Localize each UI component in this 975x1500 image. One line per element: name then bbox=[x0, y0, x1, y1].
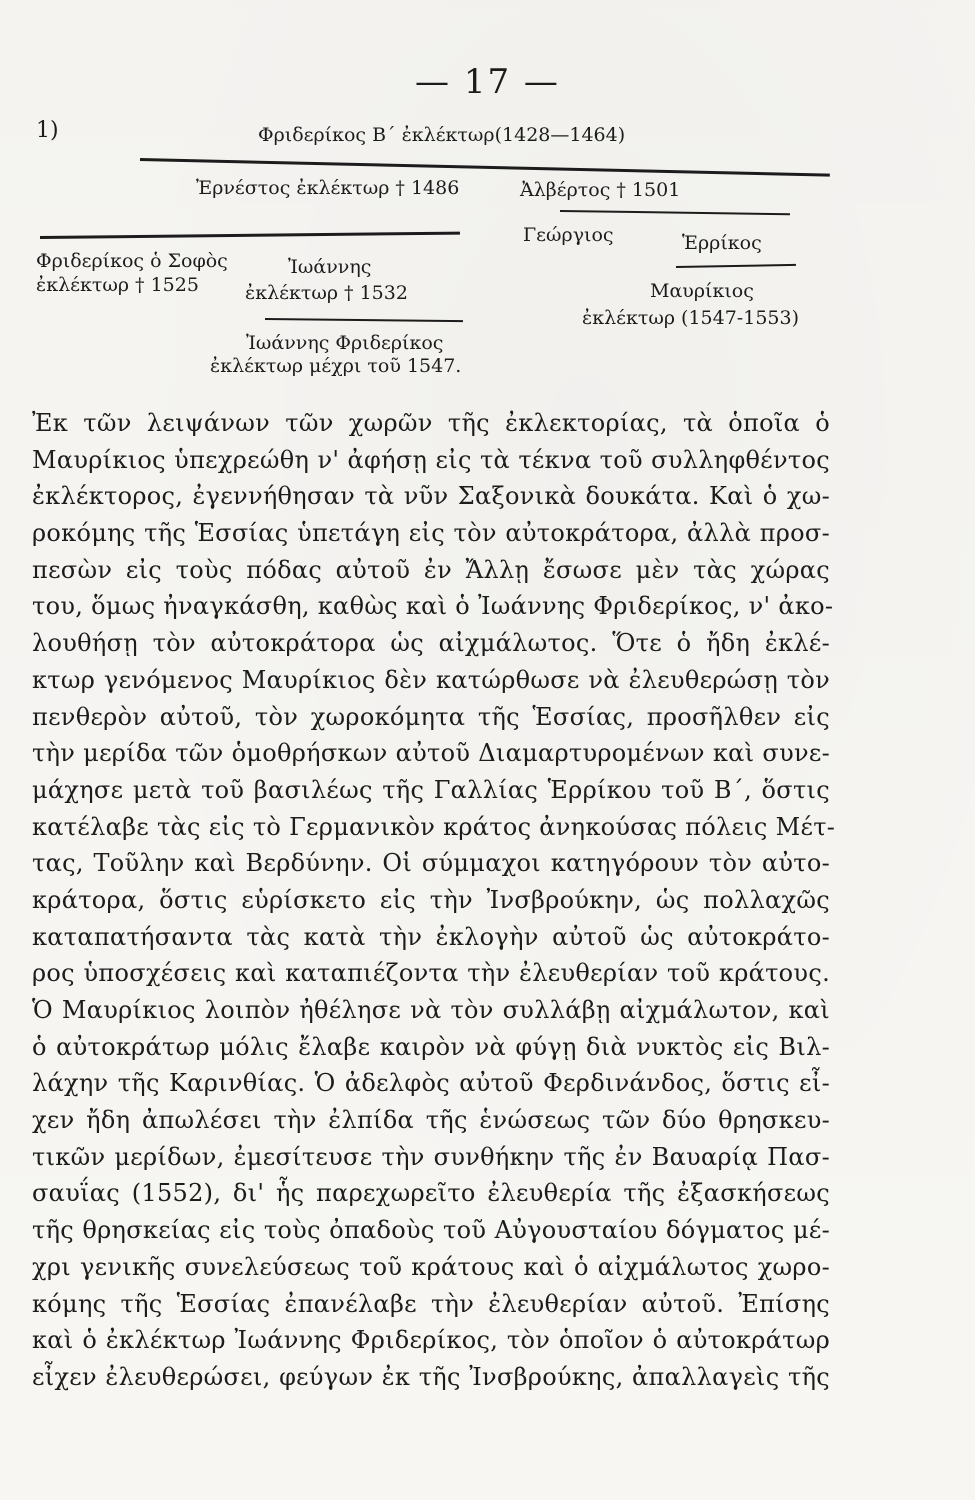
text-line: καταπατήσαντα τὰς κατὰ τὴν ἐκλογὴν αὐτοῦ ὡς αὐτοκράτο- bbox=[32, 922, 830, 951]
text-line: Μαυρίκιος ὑπεχρεώθη ν' ἀφήσῃ εἰς τὰ τέκνα τοῦ συλληφθέντος bbox=[32, 445, 830, 474]
text-line: τικῶν μερίδων, ἐμεσίτευσε τὴν συνθήκην τῆς ἐν Βαυαρίᾳ Πασ- bbox=[32, 1142, 830, 1171]
genealogy-johann-name: Ἰωάννης bbox=[288, 256, 372, 278]
text-line: τὴν μερίδα τῶν ὁμοθρήσκων αὐτοῦ Διαμαρτυρομένων καὶ συνε- bbox=[32, 739, 830, 768]
text-line: καὶ ὁ ἐκλέκτωρ Ἰωάννης Φριδερίκος, τὸν ὁποῖον ὁ αὐτοκράτωρ bbox=[32, 1326, 830, 1355]
text-line: πεσὼν εἰς τοὺς πόδας αὐτοῦ ἐν Ἄλλῃ ἔσωσε μὲν τὰς χώρας bbox=[32, 555, 830, 584]
genealogy-moritz-name: Μαυρίκιος bbox=[650, 280, 754, 302]
text-line: μάχησε μετὰ τοῦ βασιλέως τῆς Γαλλίας Ἑρρίκου τοῦ Β΄, ὅστις bbox=[32, 775, 830, 804]
text-line: χρι γενικῆς συνελεύσεως τοῦ κράτους καὶ ὁ αἰχμάλωτος χωρο- bbox=[32, 1252, 830, 1281]
genealogy-fw-title: ἐκλέκτωρ † 1525 bbox=[36, 274, 199, 296]
genealogy-rule bbox=[40, 232, 460, 239]
footnote-mark: 1) bbox=[36, 118, 59, 143]
genealogy-georg: Γεώργιος bbox=[523, 224, 614, 246]
text-line: ἐκλέκτορος, ἐγεννήθησαν τὰ νῦν Σαξονικὰ δουκάτα. Καὶ ὁ χω- bbox=[32, 482, 830, 511]
text-line: Ὁ Μαυρίκιος λοιπὸν ἠθέλησε νὰ τὸν συλλάβῃ αἰχμάλωτον, καὶ bbox=[32, 996, 830, 1024]
page-number: — 17 — bbox=[415, 62, 560, 102]
genealogy-rule bbox=[560, 210, 790, 215]
genealogy-johann-title: ἐκλέκτωρ † 1532 bbox=[245, 282, 408, 304]
genealogy-jf-title: ἐκλέκτωρ μέχρι τοῦ 1547. bbox=[210, 355, 462, 377]
genealogy-albert: Ἀλβέρτος † 1501 bbox=[520, 179, 681, 201]
text-line: ρος ὑποσχέσεις καὶ καταπιέζοντα τὴν ἐλευθερίαν τοῦ κράτους. bbox=[32, 959, 830, 988]
genealogy-rule bbox=[140, 158, 830, 177]
text-line: χεν ἤδη ἀπωλέσει τὴν ἐλπίδα τῆς ἑνώσεως τῶν δύο θρησκευ- bbox=[32, 1106, 830, 1135]
genealogy-rule bbox=[265, 318, 463, 322]
genealogy-jf-name: Ἰωάννης Φριδερίκος bbox=[246, 332, 444, 354]
text-line: τας, Τοῦλην καὶ Βερδύνην. Οἱ σύμμαχοι κατηγόρουν τὸν αὐτο- bbox=[32, 849, 830, 878]
text-line: λουθήσῃ τὸν αὐτοκράτορα ὡς αἰχμάλωτος. Ὅτε ὁ ἤδη ἐκλέ- bbox=[32, 629, 830, 658]
genealogy-fw-name: Φριδερίκος ὁ Σοφὸς bbox=[36, 250, 228, 272]
text-line: κόμης τῆς Ἑσσίας ἐπανέλαβε τὴν ἐλευθερίαν αὐτοῦ. Ἐπίσης bbox=[32, 1289, 830, 1318]
text-line: Ἐκ τῶν λειψάνων τῶν χωρῶν τῆς ἐκλεκτορίας, τὰ ὁποῖα ὁ bbox=[32, 409, 830, 437]
body-paragraph bbox=[32, 405, 836, 1396]
text-line: ροκόμης τῆς Ἑσσίας ὑπετάγη εἰς τὸν αὐτοκράτορα, ἀλλὰ προσ- bbox=[32, 519, 830, 548]
text-line: σαυΐας (1552), δι' ἧς παρεχωρεῖτο ἐλευθερία τῆς ἐξασκήσεως bbox=[32, 1179, 830, 1208]
genealogy-ernst: Ἐρνέστος ἐκλέκτωρ † 1486 bbox=[196, 177, 460, 199]
text-line: τῆς θρησκείας εἰς τοὺς ὀπαδοὺς τοῦ Αὐγουσταίου δόγματος μέ- bbox=[32, 1216, 830, 1245]
text-line: εἶχεν ἐλευθερώσει, φεύγων ἐκ τῆς Ἰνσβρούκης, ἀπαλλαγεὶς τῆς bbox=[32, 1362, 830, 1391]
text-line: ὁ αὐτοκράτωρ μόλις ἔλαβε καιρὸν νὰ φύγῃ διὰ νυκτὸς εἰς Βιλ- bbox=[32, 1032, 830, 1061]
text-line: κατέλαβε τὰς εἰς τὸ Γερμανικὸν κράτος ἀνηκούσας πόλεις Μέτ- bbox=[32, 812, 836, 841]
text-line: κράτορα, ὅστις εὑρίσκετο εἰς τὴν Ἰνσβρούκην, ὡς πολλαχῶς bbox=[32, 885, 830, 914]
genealogy-heinrich: Ἑρρίκος bbox=[682, 232, 762, 254]
genealogy-root: Φριδερίκος Β΄ ἐκλέκτωρ(1428—1464) bbox=[258, 124, 626, 146]
text-line: του, ὅμως ἠναγκάσθη, καθὼς καὶ ὁ Ἰωάννης Φριδερίκος, ν' ἀκο- bbox=[32, 592, 834, 621]
genealogy-moritz-title: ἐκλέκτωρ (1547-1553) bbox=[582, 307, 799, 329]
genealogy-rule bbox=[676, 264, 796, 268]
text-line: λάχην τῆς Καρινθίας. Ὁ ἀδελφὸς αὐτοῦ Φερδινάνδος, ὅστις εἶ- bbox=[32, 1069, 830, 1098]
text-line: κτωρ γενόμενος Μαυρίκιος δὲν κατώρθωσε νὰ ἐλευθερώσῃ τὸν bbox=[32, 665, 830, 694]
text-line: πενθερὸν αὐτοῦ, τὸν χωροκόμητα τῆς Ἑσσίας, προσῆλθεν εἰς bbox=[32, 702, 830, 731]
